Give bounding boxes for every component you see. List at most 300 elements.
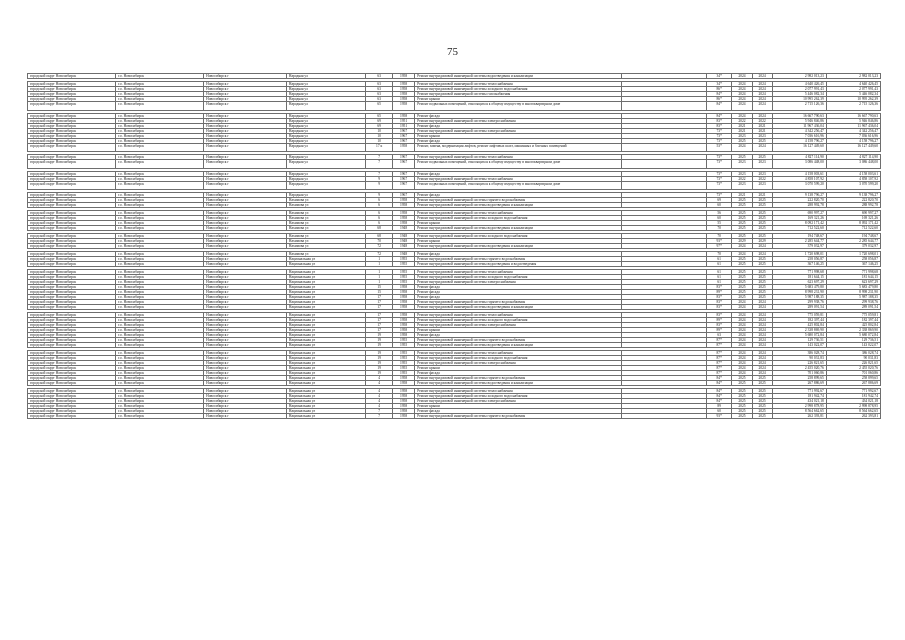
cell-street: Национальная ул — [286, 280, 366, 285]
cell-municipality: городской округ Новосибирск — [28, 376, 116, 381]
cell-municipality: городской округ Новосибирск — [28, 333, 116, 338]
cell-cost: 222 820,70 — [772, 198, 826, 203]
cell-blank — [622, 181, 707, 190]
cell-cost-total: 2 455 020,76 — [826, 366, 880, 371]
cell-street: Народная ул — [286, 181, 366, 190]
cell-code: 97* — [706, 244, 731, 249]
cell-street: Национальная ул — [286, 394, 366, 399]
cell-year-start: 2024 — [732, 371, 752, 376]
cell-year-start: 2025 — [732, 198, 752, 203]
cell-cost: 771 998,68 — [772, 270, 826, 275]
cell-code: 86* — [706, 87, 731, 92]
cell-cost-total: 182 397,44 — [826, 318, 880, 323]
cell-code: 87* — [706, 338, 731, 343]
cell-cost: 258 056,87 — [772, 257, 826, 262]
cell-year: 1958 — [392, 300, 414, 305]
cell-cost-total: 2 982 013,23 — [826, 74, 880, 79]
cell-cost: 4 827 114,90 — [772, 155, 826, 160]
cell-street: Народная ул — [286, 176, 366, 181]
cell-year: 1958 — [392, 198, 414, 203]
cell-code: 84* — [706, 399, 731, 404]
cell-cost: 5 680 072,84 — [772, 333, 826, 338]
cell-settlement: г.о. Новосибирск — [116, 262, 204, 267]
cell-settlement: г.о. Новосибирск — [116, 300, 204, 305]
cell-year-start: 2024 — [732, 356, 752, 361]
cell-municipality: городской округ Новосибирск — [28, 290, 116, 295]
cell-municipality: городской округ Новосибирск — [28, 343, 116, 348]
cell-cost: 2 715 126,36 — [772, 102, 826, 111]
cell-street: Народная ул — [286, 160, 366, 169]
cell-street: Национальная ул — [286, 290, 366, 295]
cell-settlement: г.о. Новосибирск — [116, 394, 204, 399]
cell-municipality: городской округ Новосибирск — [28, 82, 116, 87]
cell-settlement: г.о. Новосибирск — [116, 371, 204, 376]
cell-year-end: 2024 — [752, 102, 772, 111]
cell-street: Национальная ул — [286, 351, 366, 356]
cell-work-type: Ремонт внутридомовой инженерной системы электроснабжения — [415, 118, 622, 123]
cell-settlement: г.о. Новосибирск — [116, 270, 204, 275]
cell-year: 1958 — [392, 313, 414, 318]
cell-code: 53* — [706, 143, 731, 152]
cell-cost: 2 455 020,76 — [772, 366, 826, 371]
cell-house: 6 — [366, 203, 393, 208]
cell-cost-total: 9 138 796,27 — [826, 193, 880, 198]
cell-work-type: Ремонт крыши — [415, 404, 622, 409]
cell-municipality: городской округ Новосибирск — [28, 171, 116, 176]
cell-settlement: г.о. Новосибирск — [116, 74, 204, 79]
cell-year-start: 2024 — [732, 323, 752, 328]
cell-city: Новосибирск г — [204, 351, 287, 356]
cell-cost-total: 771 992,67 — [826, 389, 880, 394]
cell-settlement: г.о. Новосибирск — [116, 203, 204, 208]
cell-year-end: 2024 — [752, 74, 772, 79]
cell-house: 9 — [366, 181, 393, 190]
cell-work-type: Ремонт подвальных помещений, относящихся к общему имуществу в многоквартирном доме — [415, 181, 622, 190]
cell-house: 19 — [366, 351, 393, 356]
cell-house: 70 — [366, 239, 393, 244]
cell-year: 1958 — [392, 87, 414, 92]
cell-year-end: 2022 — [752, 176, 772, 181]
cell-settlement: г.о. Новосибирск — [116, 338, 204, 343]
cell-year-end: 2024 — [752, 351, 772, 356]
cell-street: Национальная ул — [286, 305, 366, 310]
cell-municipality: городской округ Новосибирск — [28, 361, 116, 366]
cell-settlement: г.о. Новосибирск — [116, 252, 204, 257]
cell-cost: 5 446 082,34 — [772, 92, 826, 97]
cell-year-start: 2023 — [732, 181, 752, 190]
cell-year: 1967 — [392, 160, 414, 169]
cell-street: Национальная ул — [286, 285, 366, 290]
cell-code: 55 — [706, 221, 731, 226]
cell-municipality: городской округ Новосибирск — [28, 92, 116, 97]
cell-cost: 182 397,44 — [772, 318, 826, 323]
cell-year-start: 2024 — [732, 244, 752, 249]
cell-work-type: Ремонт внутридомовой инженерной системы теплоснабжения — [415, 211, 622, 216]
cell-work-type: Ремонт внутридомовой инженерной системы горячего водоснабжения — [415, 300, 622, 305]
cell-year-end: 2025 — [752, 404, 772, 409]
cell-street: Нахимова ул — [286, 198, 366, 203]
page-number: 75 — [447, 46, 458, 58]
cell-street: Национальная ул — [286, 257, 366, 262]
cell-house: 72 — [366, 244, 393, 249]
cell-cost-total: 8 092 171,42 — [826, 221, 880, 226]
cell-cost-total: 129 736,51 — [826, 338, 880, 343]
cell-house: 72 — [366, 252, 393, 257]
cell-work-type: Ремонт, замена, модернизация лифтов, ремонт лифтовых шахт, машинных и блочных помещений — [415, 143, 622, 152]
cell-cost: 2 338 869,90 — [772, 328, 826, 333]
cell-year-start: 2021 — [732, 123, 752, 128]
cell-year-start: 2024 — [732, 305, 752, 310]
cell-house: 63 — [366, 74, 393, 79]
cell-year-end: 2023 — [752, 133, 772, 138]
cell-cost-total: 4 158 796,27 — [826, 138, 880, 143]
cell-city: Новосибирск г — [204, 262, 287, 267]
cell-house: 65 — [366, 113, 393, 118]
cell-code: 63 — [706, 333, 731, 338]
cell-city: Новосибирск г — [204, 409, 287, 414]
cell-street: Народная ул — [286, 155, 366, 160]
cell-year-end: 2024 — [752, 371, 772, 376]
cell-year: 1958 — [392, 389, 414, 394]
cell-municipality: городской округ Новосибирск — [28, 414, 116, 419]
cell-municipality: городской округ Новосибирск — [28, 351, 116, 356]
cell-cost: 169 321,26 — [772, 216, 826, 221]
cell-street: Национальная ул — [286, 318, 366, 323]
cell-work-type: Ремонт внутридомовой инженерной системы холодного водоснабжения — [415, 356, 622, 361]
cell-work-type: Ремонт подвальных помещений, относящихся к общему имуществу в многоквартирном доме — [415, 160, 622, 169]
cell-city: Новосибирск г — [204, 275, 287, 280]
cell-year: 1958 — [392, 333, 414, 338]
cell-year-start: 2024 — [732, 92, 752, 97]
cell-house: 4 — [366, 389, 393, 394]
cell-settlement: г.о. Новосибирск — [116, 351, 204, 356]
cell-settlement: г.о. Новосибирск — [116, 226, 204, 231]
cell-year-end: 2024 — [752, 300, 772, 305]
cell-cost: 4 158 796,27 — [772, 138, 826, 143]
cell-cost-total: 3 086 448,00 — [826, 160, 880, 169]
cell-year-end: 2025 — [752, 399, 772, 404]
cell-cost-total: 181 942,74 — [826, 394, 880, 399]
cell-year-end: 2024 — [752, 343, 772, 348]
cell-year: 1955 — [392, 343, 414, 348]
cell-year: 1958 — [392, 394, 414, 399]
cell-cost-total: 5 987 188,35 — [826, 295, 880, 300]
cell-year-start: 2023 — [732, 160, 752, 169]
cell-work-type: Ремонт внутридомовой инженерной системы водоотведения и канализации — [415, 244, 622, 249]
cell-city: Новосибирск г — [204, 280, 287, 285]
cell-house: 17 — [366, 318, 393, 323]
cell-municipality: городской округ Новосибирск — [28, 328, 116, 333]
cell-cost: 181 644,15 — [772, 275, 826, 280]
cell-municipality: городской округ Новосибирск — [28, 371, 116, 376]
cell-house: 7 — [366, 155, 393, 160]
cell-street: Национальная ул — [286, 338, 366, 343]
cell-house: 1 — [366, 280, 393, 285]
cell-municipality: городской округ Новосибирск — [28, 203, 116, 208]
cell-year-end: 2025 — [752, 211, 772, 216]
cell-settlement: г.о. Новосибирск — [116, 155, 204, 160]
cell-street: Народная ул — [286, 82, 366, 87]
cell-street: Народная ул — [286, 123, 366, 128]
cell-settlement: г.о. Новосибирск — [116, 366, 204, 371]
cell-code: 73* — [706, 171, 731, 176]
cell-cost-total: 2 077 991,43 — [826, 87, 880, 92]
cell-code: 34* — [706, 82, 731, 87]
cell-year: 1958 — [392, 113, 414, 118]
cell-city: Новосибирск г — [204, 118, 287, 123]
cell-city: Новосибирск г — [204, 113, 287, 118]
cell-city: Новосибирск г — [204, 221, 287, 226]
cell-settlement: г.о. Новосибирск — [116, 414, 204, 419]
cell-year-end: 2025 — [752, 257, 772, 262]
cell-cost-total: 288 992,78 — [826, 203, 880, 208]
cell-year: 1948 — [392, 234, 414, 239]
cell-cost: 2 077 991,43 — [772, 87, 826, 92]
cell-cost-total: 8 998 231,90 — [826, 290, 880, 295]
cell-year: 1967 — [392, 181, 414, 190]
cell-city: Новосибирск г — [204, 181, 287, 190]
cell-cost: 16 667 790,63 — [772, 113, 826, 118]
cell-code: 61 — [706, 262, 731, 267]
cell-city: Новосибирск г — [204, 305, 287, 310]
cell-cost-total: 5 446 082,34 — [826, 92, 880, 97]
cell-year: 1958 — [392, 318, 414, 323]
cell-year-end: 2023 — [752, 171, 772, 176]
cell-settlement: г.о. Новосибирск — [116, 361, 204, 366]
cell-code: 69 — [706, 198, 731, 203]
cell-year: 1951 — [392, 123, 414, 128]
cell-cost: 90 031,83 — [772, 356, 826, 361]
cell-settlement: г.о. Новосибирск — [116, 323, 204, 328]
cell-work-type: Ремонт фасада — [415, 333, 622, 338]
cell-settlement: г.о. Новосибирск — [116, 244, 204, 249]
cell-municipality: городской округ Новосибирск — [28, 102, 116, 111]
cell-house: 65 — [366, 102, 393, 111]
cell-settlement: г.о. Новосибирск — [116, 285, 204, 290]
cell-year: 1958 — [392, 203, 414, 208]
cell-work-type: Ремонт внутридомовой инженерной системы горячего водоснабжения — [415, 338, 622, 343]
cell-cost: 4 158 003,61 — [772, 171, 826, 176]
cell-municipality: городской округ Новосибирск — [28, 394, 116, 399]
cell-house: 19 — [366, 371, 393, 376]
cell-cost: 299 938,76 — [772, 300, 826, 305]
cell-year-end: 2025 — [752, 221, 772, 226]
cell-municipality: городской округ Новосибирск — [28, 381, 116, 386]
cell-cost: 5 946 846,86 — [772, 118, 826, 123]
cell-code: 84* — [706, 389, 731, 394]
cell-blank — [622, 143, 707, 152]
cell-year-start: 2024 — [732, 333, 752, 338]
cell-cost: 5 683 479,80 — [772, 285, 826, 290]
cell-cost-total: 2 338 869,90 — [826, 328, 880, 333]
cell-blank — [622, 102, 707, 111]
cell-year: 1958 — [392, 328, 414, 333]
cell-code: 83* — [706, 285, 731, 290]
cell-year: 1958 — [392, 381, 414, 386]
cell-cost: 129 736,51 — [772, 338, 826, 343]
cell-year-start: 2024 — [732, 143, 752, 152]
cell-street: Национальная ул — [286, 295, 366, 300]
cell-year-start: 2024 — [732, 328, 752, 333]
cell-work-type: Ремонт внутридомовой инженерной системы водоотведения и канализации — [415, 226, 622, 231]
cell-code: 83* — [706, 295, 731, 300]
cell-house: 68 — [366, 234, 393, 239]
table-row — [28, 181, 881, 190]
cell-year: 1948 — [392, 244, 414, 249]
cell-street: Национальная ул — [286, 409, 366, 414]
cell-cost: 194 748,67 — [772, 234, 826, 239]
cell-year-start: 2025 — [732, 394, 752, 399]
cell-year: 1967 — [392, 138, 414, 143]
cell-work-type: Ремонт фасада — [415, 371, 622, 376]
cell-cost: 10 995 262,39 — [772, 97, 826, 102]
cell-municipality: городской округ Новосибирск — [28, 399, 116, 404]
cell-municipality: городской округ Новосибирск — [28, 300, 116, 305]
table-row — [28, 160, 881, 169]
cell-year-start: 2025 — [732, 270, 752, 275]
cell-year: 1955 — [392, 280, 414, 285]
cell-settlement: г.о. Новосибирск — [116, 82, 204, 87]
cell-city: Новосибирск г — [204, 176, 287, 181]
cell-city: Новосибирск г — [204, 193, 287, 198]
cell-year-start: 2025 — [732, 389, 752, 394]
cell-work-type: Ремонт крыши — [415, 97, 622, 102]
cell-house: 7 — [366, 171, 393, 176]
cell-street: Нахимова ул — [286, 203, 366, 208]
cell-year-start: 2023 — [732, 133, 752, 138]
cell-city: Новосибирск г — [204, 239, 287, 244]
cell-year-start: 2025 — [732, 280, 752, 285]
cell-year-end: 2024 — [752, 323, 772, 328]
cell-cost-total: 771 998,68 — [826, 270, 880, 275]
cell-cost: 8 564 662,65 — [772, 409, 826, 414]
cell-street: Народная ул — [286, 74, 366, 79]
cell-year: 1958 — [392, 305, 414, 310]
cell-cost: 775 059,81 — [772, 313, 826, 318]
cell-year: 1958 — [392, 376, 414, 381]
cell-municipality: городской округ Новосибирск — [28, 221, 116, 226]
cell-work-type: Ремонт фасада — [415, 171, 622, 176]
cell-street: Народная ул — [286, 128, 366, 133]
cell-code: 87* — [706, 356, 731, 361]
cell-code: 87* — [706, 371, 731, 376]
cell-cost-total: 4 640 426,45 — [826, 82, 880, 87]
cell-year: 1958 — [392, 323, 414, 328]
cell-cost: 143 022,07 — [772, 343, 826, 348]
cell-year: 1958 — [392, 74, 414, 79]
cell-city: Новосибирск г — [204, 226, 287, 231]
cell-work-type: Ремонт фасада — [415, 123, 622, 128]
cell-year-end: 2025 — [752, 226, 772, 231]
cell-cost-total: 299 938,76 — [826, 300, 880, 305]
cell-year: 1948 — [392, 226, 414, 231]
cell-year: 1958 — [392, 82, 414, 87]
cell-house: 6 — [366, 216, 393, 221]
cell-year-end: 2024 — [752, 82, 772, 87]
cell-work-type: Ремонт внутридомовой инженерной системы теплоснабжения — [415, 155, 622, 160]
cell-house: 17 — [366, 313, 393, 318]
cell-settlement: г.о. Новосибирск — [116, 280, 204, 285]
cell-work-type: Ремонт подвальных помещений, относящихся к общему имуществу в многоквартирном доме — [415, 102, 622, 111]
cell-house: 4 — [366, 404, 393, 409]
cell-year-start: 2024 — [732, 366, 752, 371]
cell-street: Национальная ул — [286, 343, 366, 348]
cell-year-start: 2024 — [732, 361, 752, 366]
cell-work-type: Ремонт внутридомовой инженерной системы водоотведения и канализации — [415, 74, 622, 79]
cell-work-type: Ремонт внутридомовой инженерной системы газоснабжения — [415, 92, 622, 97]
cell-settlement: г.о. Новосибирск — [116, 356, 204, 361]
cell-year-start: 2025 — [732, 414, 752, 419]
cell-municipality: городской округ Новосибирск — [28, 128, 116, 133]
cell-street: Национальная ул — [286, 366, 366, 371]
cell-cost: 7 036 616,96 — [772, 133, 826, 138]
cell-municipality: городской округ Новосибирск — [28, 305, 116, 310]
cell-year: 1958 — [392, 399, 414, 404]
cell-cost: 690 997,27 — [772, 211, 826, 216]
cell-settlement: г.о. Новосибирск — [116, 343, 204, 348]
cell-settlement: г.о. Новосибирск — [116, 257, 204, 262]
cell-year-start: 2024 — [732, 97, 752, 102]
cell-code: 60 — [706, 203, 731, 208]
cell-municipality: городской округ Новосибирск — [28, 138, 116, 143]
cell-work-type: Ремонт крыши — [415, 366, 622, 371]
cell-settlement: г.о. Новосибирск — [116, 138, 204, 143]
cell-year-end: 2024 — [752, 338, 772, 343]
cell-code: 87* — [706, 351, 731, 356]
cell-street: Нахимова ул — [286, 234, 366, 239]
cell-year-end: 2025 — [752, 275, 772, 280]
table-row — [28, 102, 881, 111]
cell-blank — [622, 414, 707, 419]
cell-house: 19 — [366, 338, 393, 343]
cell-work-type: Ремонт внутридомовой инженерной системы электроснабжения — [415, 128, 622, 133]
cell-street: Национальная ул — [286, 270, 366, 275]
cell-settlement: г.о. Новосибирск — [116, 160, 204, 169]
cell-municipality: городской округ Новосибирск — [28, 285, 116, 290]
cell-municipality: городской округ Новосибирск — [28, 356, 116, 361]
cell-year: 1958 — [392, 92, 414, 97]
cell-municipality: городской округ Новосибирск — [28, 252, 116, 257]
cell-cost-total: 181 644,15 — [826, 275, 880, 280]
cell-house: 17 — [366, 300, 393, 305]
cell-cost-total: 379 032,97 — [826, 244, 880, 249]
cell-street: Национальная ул — [286, 399, 366, 404]
cell-settlement: г.о. Новосибирск — [116, 118, 204, 123]
cell-city: Новосибирск г — [204, 381, 287, 386]
cell-street: Народная ул — [286, 133, 366, 138]
cell-year-start: 2024 — [732, 252, 752, 257]
cell-code: 84* — [706, 394, 731, 399]
cell-year-end: 2025 — [752, 290, 772, 295]
cell-code: 84* — [706, 113, 731, 118]
cell-city: Новосибирск г — [204, 343, 287, 348]
cell-street: Национальная ул — [286, 381, 366, 386]
cell-work-type: Ремонт внутридомовой инженерной системы холодного водоснабжения — [415, 275, 622, 280]
cell-city: Новосибирск г — [204, 389, 287, 394]
cell-year-end: 2021 — [752, 128, 772, 133]
cell-code: 56 — [706, 211, 731, 216]
cell-code: 61 — [706, 275, 731, 280]
cell-cost-total: 4 158 003,61 — [826, 171, 880, 176]
cell-street: Народная ул — [286, 97, 366, 102]
cell-municipality: городской округ Новосибирск — [28, 313, 116, 318]
cell-work-type: Ремонт внутридомовой инженерной системы теплоснабжения — [415, 270, 622, 275]
cell-street: Национальная ул — [286, 275, 366, 280]
cell-city: Новосибирск г — [204, 171, 287, 176]
cell-municipality: городской округ Новосибирск — [28, 133, 116, 138]
cell-work-type: Ремонт фасада — [415, 138, 622, 143]
cell-year-end: 2025 — [752, 414, 772, 419]
